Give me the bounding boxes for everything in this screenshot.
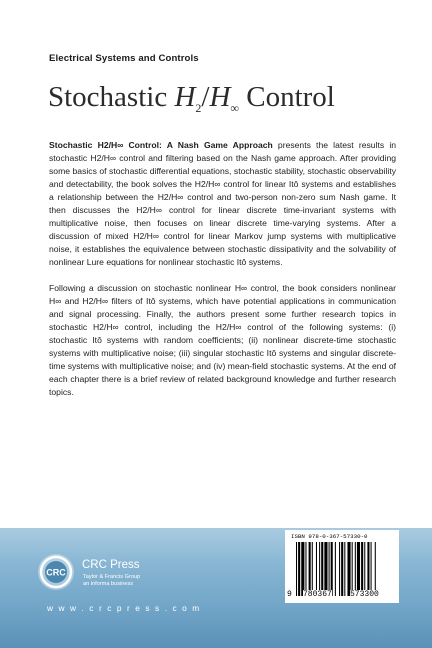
barcode-bar — [355, 542, 356, 596]
barcode-bar — [357, 542, 360, 596]
barcode-icon — [296, 542, 396, 596]
barcode-bar — [344, 542, 345, 596]
publisher-website: w w w . c r c p r e s s . c o m — [47, 603, 201, 613]
description — [49, 139, 396, 399]
barcode-bar — [375, 542, 376, 596]
barcode-bar — [319, 542, 320, 596]
barcode-bar — [331, 542, 333, 596]
barcode-digit-first: 9 — [287, 590, 292, 599]
publisher-group-name: Taylor & Francis Group — [83, 574, 141, 580]
barcode-bar — [298, 542, 300, 596]
barcode-bar — [324, 542, 327, 596]
isbn-text: ISBN 978-0-367-57330-0 — [291, 533, 368, 540]
book-title — [48, 81, 335, 115]
title-text-1: Stochastic — [48, 81, 175, 113]
barcode-bar — [361, 542, 363, 596]
barcode-digits-right: 573300 — [350, 590, 379, 599]
publisher-name: CRC Press — [82, 559, 140, 571]
series-name: Electrical Systems and Controls — [49, 53, 199, 64]
barcode-bar — [316, 542, 317, 596]
barcode-bar — [329, 542, 330, 596]
title-text-2: Control — [238, 81, 335, 113]
barcode-bar — [339, 542, 340, 596]
barcode-bar — [367, 542, 369, 596]
description-p1-rest: presents the latest results in stochastic H2/H∞ control and filtering based on the Nash game approach. After providing some basics of stochastic differential equations, stochastic stability, stochastic observability and detectability, the book solves the H2/H∞ control for linear Itô systems and establishes a relationship between the H2/H∞ control and two-person non-zero sum Nash game. It then discusses the H2/H∞ control for linear discrete time-invariant systems with multiplicative noise, then focuses on linear discrete time-varying systems. After a discussion of mixed H2/H∞ control for linear Markov jump systems with multiplicative noise, it establishes the equivalence between stochastic dissipativity and the solvability of nonlinear Lure equations for nonlinear stochastic Itô systems. — [49, 140, 397, 267]
barcode-bar — [347, 542, 350, 596]
barcode-bar — [305, 542, 306, 596]
barcode-bar — [364, 542, 365, 596]
barcode-bar — [296, 542, 297, 596]
barcode-bar — [371, 542, 372, 596]
crc-logo-icon — [36, 552, 76, 592]
title-sub-2: 2 — [195, 101, 202, 115]
barcode-bar — [312, 542, 313, 596]
barcode-digits-left: 780367 — [303, 590, 332, 599]
description-lead: Stochastic H2/H∞ Control: A Nash Game Approach — [49, 140, 273, 150]
publisher-group — [83, 574, 140, 588]
barcode-bar — [321, 542, 323, 596]
title-sub-inf: ∞ — [230, 101, 239, 115]
logo-text: CRC — [46, 567, 66, 578]
publisher-tagline: an informa business — [83, 581, 134, 587]
barcode-bar — [301, 542, 304, 596]
title-h: H — [174, 81, 196, 113]
title-h-inf: H — [209, 81, 231, 113]
description-paragraph-2: Following a discussion on stochastic nonlinear H∞ control, the book considers nonlinear H∞ and H2/H∞ filters of Itô systems, which have potential applications in communication and signal processing. Finally, the authors present some further research topics in stochastic H2/H∞ control, including the H2/H∞ control of the following systems: (i) stochastic Itô systems with random coefficients; (ii) nonlinear discrete-time stochastic systems with multiplicative noise; (iii) singular stochastic Itô systems and singular discrete-time systems with multiplicative noise; and (iv) mean-field stochastic systems. At the end of each chapter there is a brief review of related background knowledge and further research topics. — [49, 283, 396, 397]
barcode-bar — [309, 542, 311, 596]
barcode-bar — [341, 542, 343, 596]
description-paragraph-1 — [49, 139, 396, 269]
title-slash: / — [201, 81, 210, 113]
barcode-bar — [352, 542, 353, 596]
barcode-bar — [335, 542, 336, 596]
